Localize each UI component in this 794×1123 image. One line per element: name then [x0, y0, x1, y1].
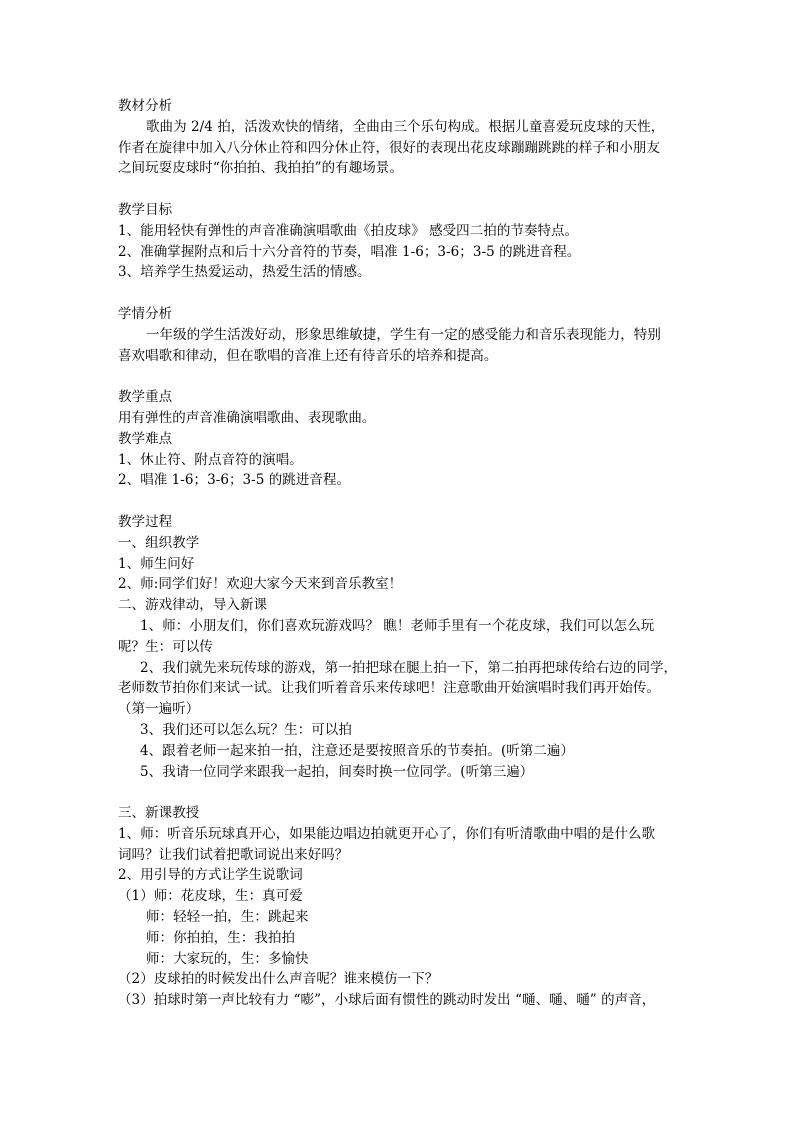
paragraph-line: 歌曲为 2/4 拍，活泼欢快的情绪，全曲由三个乐句构成。根据儿童喜爱玩皮球的天性，: [146, 118, 665, 135]
list-item: 2、准确掌握附点和后十六分音符的节奏，唱准 1-6；3-6；3-5 的跳进音程。: [118, 243, 581, 260]
spacer: [118, 179, 684, 200]
paragraph-line: （2）皮球拍的时候发出什么声音呢？谁来模仿一下？: [118, 971, 439, 988]
paragraph-line: （3）拍球时第一声比较有力 “嘭”，小球后面有惯性的跳动时发出 “嗵、嗵、嗵” 的声音，: [118, 992, 656, 1009]
paragraph-line: 4、跟着老师一起来拍一拍，注意还是要按照音乐的节奏拍。(听第二遍）: [140, 742, 575, 759]
dialogue-line: （1）师：花皮球，生：真可爱: [118, 888, 303, 905]
paragraph-line: 老师数节拍你们来试一试。让我们听着音乐来传球吧！注意歌曲开始演唱时我们再开始传。: [118, 680, 660, 697]
spacer: [118, 283, 684, 304]
subsection-title: 二、游戏律动，导入新课: [118, 597, 268, 614]
section-heading-process: 教学过程: [118, 513, 173, 530]
paragraph-line: 1、师：小朋友们，你们喜欢玩游戏吗？ 瞧！老师手里有一个花皮球，我们可以怎么玩: [140, 617, 655, 634]
list-item: 3、培养学生热爱运动，热爱生活的情感。: [118, 264, 371, 281]
paragraph-line: 2、我们就先来玩传球的游戏，第一拍把球在腿上拍一下，第二拍再把球传给右边的同学，: [140, 659, 678, 676]
paragraph-line: 5、我请一位同学来跟我一起拍，间奏时换一位同学。(听第三遍）: [140, 763, 534, 780]
dialogue-line: 师：轻轻一拍，生：跳起来: [146, 909, 309, 926]
paragraph-line: 1、师：听音乐玩球真开心，如果能边唱边拍就更开心了，你们有听清歌曲中唱的是什么歌: [118, 825, 656, 842]
section-heading-analysis: 教材分析: [118, 98, 173, 114]
list-item: 2、师:同学们好！欢迎大家今天来到音乐教室！: [118, 576, 403, 593]
spacer: [118, 491, 684, 512]
paragraph-line: 喜欢唱歌和律动，但在歌唱的音准上还有待音乐的培养和提高。: [118, 347, 498, 364]
section-heading-difficulty: 教学难点: [118, 430, 173, 447]
list-item: 2、唱准 1-6；3-6；3-5 的跳进音程。: [118, 472, 351, 489]
section-heading-goals: 教学目标: [118, 201, 173, 218]
list-item: 1、休止符、附点音符的演唱。: [118, 451, 303, 468]
section-heading-focus: 教学重点: [118, 389, 173, 406]
paragraph-line: （第一遍听）: [118, 701, 200, 718]
paragraph-line: 2、用引导的方式让学生说歌词: [118, 867, 303, 884]
list-item: 1、能用轻快有弹性的声音准确演唱歌曲《拍皮球》 感受四二拍的节奏特点。: [118, 222, 579, 239]
paragraph-line: 作者在旋律中加入八分休止符和四分休止符，很好的表现出花皮球蹦蹦跳跳的样子和小朋友: [118, 139, 660, 156]
paragraph-line: 3、我们还可以怎么玩？生：可以拍: [140, 721, 352, 738]
list-item: 1、师生问好: [118, 555, 195, 572]
document-page: [118, 96, 684, 1011]
subsection-title: 三、新课教授: [118, 805, 200, 822]
dialogue-line: 师：你拍拍，生：我拍拍: [146, 929, 296, 946]
dialogue-line: 师：大家玩的，生：多愉快: [146, 950, 309, 967]
paragraph-line: 一年级的学生活泼好动，形象思维敏捷，学生有一定的感受能力和音乐表现能力，特别: [146, 326, 661, 343]
paragraph-line: 之间玩耍皮球时“你拍拍、我拍拍”的有趣场景。: [118, 160, 403, 177]
spacer: [118, 782, 684, 803]
spacer: [118, 366, 684, 387]
paragraph-line: 词吗？让我们试着把歌词说出来好吗？: [118, 846, 349, 863]
paragraph-line: 用有弹性的声音准确演唱歌曲、表现歌曲。: [118, 409, 376, 426]
subsection-title: 一、组织教学: [118, 534, 200, 551]
paragraph-line: 呢？生：可以传: [118, 638, 213, 655]
section-heading-students: 学情分析: [118, 305, 173, 322]
